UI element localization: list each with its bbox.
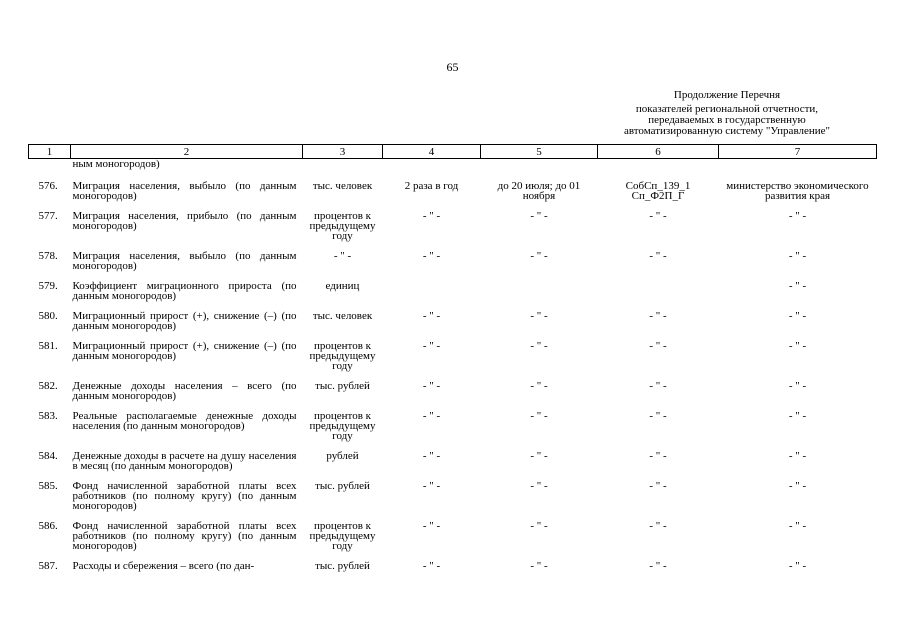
deadline: - " - (530, 520, 548, 532)
row-number: 587. (38, 560, 58, 572)
deadline: - " - (530, 450, 548, 462)
deadline: - " - (530, 480, 548, 492)
data-source: - " - (649, 410, 667, 422)
row-number: 576. (38, 180, 58, 192)
unit-of-measure: тыс. рублей (315, 480, 370, 492)
responsible-body: - " - (788, 280, 807, 292)
table-row (29, 251, 877, 281)
unit-of-measure: процентов к предыдущему году (309, 520, 376, 552)
frequency: - " - (422, 520, 441, 532)
row-number: 583. (38, 410, 58, 422)
data-source: - " - (649, 480, 667, 492)
column-header-3: 3 (303, 145, 383, 159)
indicator-name: Коэффициент миграционного прироста (по данным моногородов) (72, 280, 297, 302)
indicator-name: Миграция населения, выбыло (по данным моногородов) (72, 180, 297, 202)
frequency: - " - (422, 340, 441, 352)
table-row (29, 281, 877, 311)
data-source: - " - (649, 380, 667, 392)
unit-of-measure: - " - (333, 250, 352, 262)
responsible-body: - " - (788, 250, 807, 262)
frequency: - " - (422, 410, 441, 422)
indicator-name: Миграция населения, выбыло (по данным моногородов) (72, 250, 297, 272)
data-source: - " - (649, 520, 667, 532)
frequency: 2 раза в год (404, 180, 459, 192)
row-number: 581. (38, 340, 58, 352)
deadline: - " - (530, 310, 548, 322)
frequency: - " - (422, 250, 441, 262)
column-header-5: 5 (481, 145, 598, 159)
unit-of-measure: процентов к предыдущему году (309, 410, 376, 442)
indicator-name: Фонд начисленной заработной платы всех работников (по полному кругу) (по данным моногородов) (72, 520, 297, 552)
table-row (29, 481, 877, 521)
indicator-name: Миграционный прирост (+), снижение (–) (по данным моногородов) (72, 340, 297, 362)
unit-of-measure: рублей (326, 450, 359, 462)
indicator-name: Фонд начисленной заработной платы всех работников (по полному кругу) (по данным моногородов) (72, 480, 297, 512)
data-source: СобСп_139_1 Сп_Ф2П_Г (625, 180, 691, 202)
row-number: 580. (38, 310, 58, 322)
responsible-body: - " - (788, 310, 807, 322)
data-source: - " - (649, 210, 667, 222)
frequency: - " - (422, 210, 441, 222)
deadline: - " - (530, 410, 548, 422)
unit-of-measure: тыс. человек (312, 310, 373, 322)
deadline: до 20 июля; до 01 ноября (497, 180, 581, 202)
unit-of-measure: процентов к предыдущему году (309, 210, 376, 242)
frequency: - " - (422, 480, 441, 492)
indicator-name: Денежные доходы в расчете на душу населения в месяц (по данным моногородов) (72, 450, 297, 472)
column-header-4: 4 (383, 145, 481, 159)
indicators-table (28, 144, 877, 581)
unit-of-measure: тыс. рублей (315, 560, 370, 572)
heading-line-3: передаваемых в государственную (648, 114, 806, 126)
responsible-body: министерство экономического развития края (726, 180, 869, 202)
heading-line-2: показателей региональной отчетности, (635, 103, 819, 115)
unit-of-measure: единиц (325, 280, 360, 292)
data-source: - " - (649, 310, 667, 322)
frequency: - " - (422, 310, 441, 322)
data-source: - " - (649, 450, 667, 462)
indicator-name: Миграция населения, прибыло (по данным моногородов) (72, 210, 297, 232)
table-row (29, 451, 877, 481)
page-number: 65 (446, 60, 459, 74)
unit-of-measure: тыс. человек (312, 180, 373, 192)
deadline: - " - (530, 560, 548, 572)
responsible-body: - " - (788, 560, 807, 572)
table-row (29, 341, 877, 381)
row-number: 578. (38, 250, 58, 262)
indicator-name: Денежные доходы населения – всего (по данным моногородов) (72, 380, 297, 402)
frequency: - " - (422, 450, 441, 462)
column-header-1: 1 (29, 145, 71, 159)
responsible-body: - " - (788, 210, 807, 222)
deadline: - " - (530, 380, 548, 392)
responsible-body: - " - (788, 450, 807, 462)
table-header-row (29, 145, 877, 159)
row-number: 579. (38, 280, 58, 292)
row-number: 586. (38, 520, 58, 532)
data-source: - " - (649, 340, 667, 352)
data-source: - " - (649, 250, 667, 262)
table-row (29, 381, 877, 411)
table-row (29, 561, 877, 581)
table-row (29, 181, 877, 211)
table-row (29, 521, 877, 561)
responsible-body: - " - (788, 480, 807, 492)
deadline (481, 281, 598, 311)
column-header-7: 7 (719, 145, 877, 159)
row-number: 577. (38, 210, 58, 222)
continuation-text: ным моногородов) (72, 158, 160, 170)
list-heading (587, 90, 867, 137)
column-header-6: 6 (598, 145, 719, 159)
deadline: - " - (530, 250, 548, 262)
continuation-row (29, 159, 877, 182)
row-number: 582. (38, 380, 58, 392)
unit-of-measure: процентов к предыдущему году (309, 340, 376, 372)
indicator-name: Расходы и сбережения – всего (по дан- (72, 560, 255, 572)
unit-of-measure: тыс. рублей (315, 380, 370, 392)
deadline: - " - (530, 210, 548, 222)
frequency: - " - (422, 560, 441, 572)
data-source (598, 281, 719, 311)
responsible-body: - " - (788, 520, 807, 532)
table-row (29, 411, 877, 451)
column-header-2: 2 (71, 145, 303, 159)
responsible-body: - " - (788, 410, 807, 422)
data-source: - " - (649, 560, 667, 572)
deadline: - " - (530, 340, 548, 352)
table-row (29, 311, 877, 341)
table-row (29, 211, 877, 251)
heading-line-1: Продолжение Перечня (673, 89, 781, 101)
indicator-name: Реальные располагаемые денежные доходы населения (по данным моногородов) (72, 410, 297, 432)
heading-line-4: автоматизированную систему "Управление" (623, 125, 831, 137)
indicator-name: Миграционный прирост (+), снижение (–) (по данным моногородов) (72, 310, 297, 332)
frequency: - " - (422, 380, 441, 392)
frequency (383, 281, 481, 311)
row-number: 585. (38, 480, 58, 492)
responsible-body: - " - (788, 380, 807, 392)
responsible-body: - " - (788, 340, 807, 352)
row-number: 584. (38, 450, 58, 462)
